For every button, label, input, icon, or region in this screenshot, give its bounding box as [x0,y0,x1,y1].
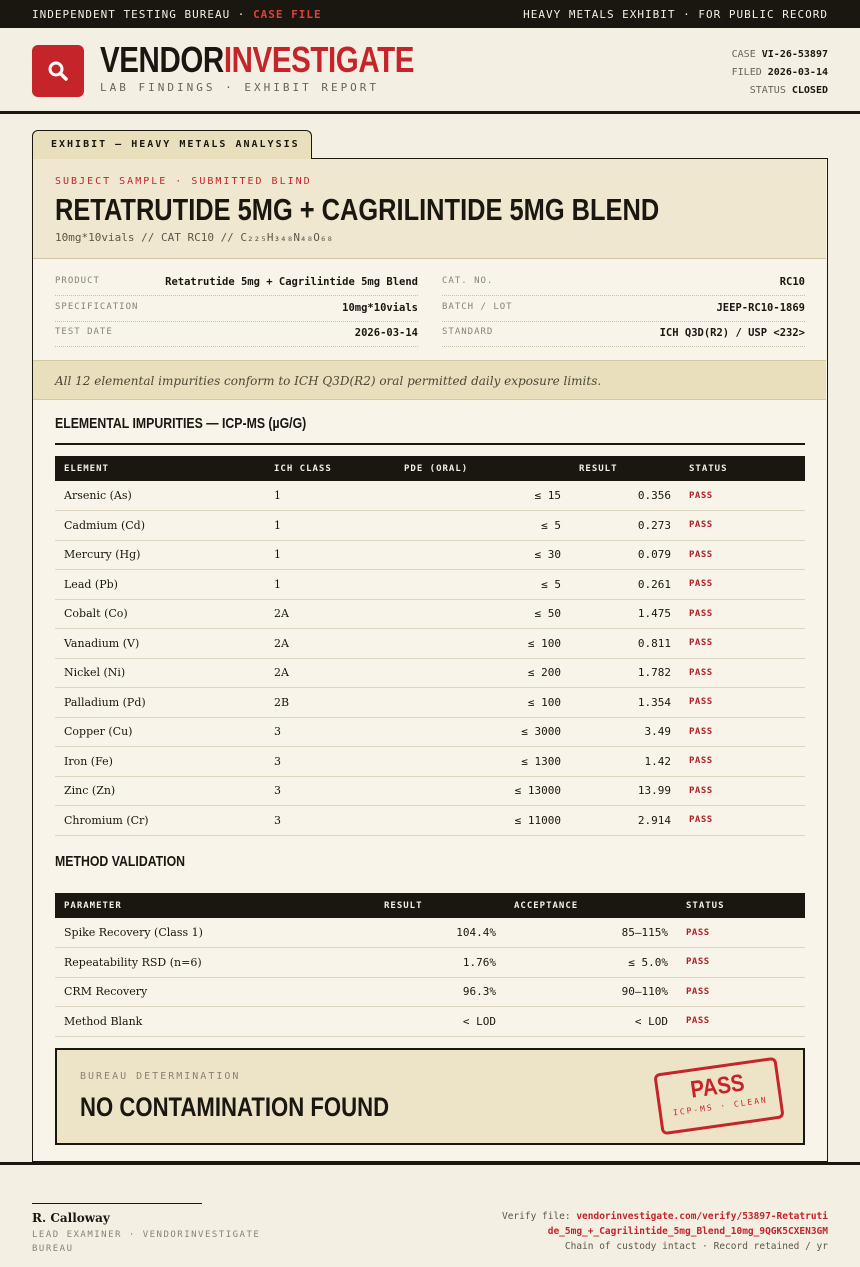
impurities-rule [55,443,805,445]
table-cell: 1 [265,570,395,600]
determination-value: NO CONTAMINATION FOUND [80,1092,390,1122]
status-badge: PASS [677,977,805,1007]
validation-table [55,893,805,1037]
table-cell: ≤ 50 [395,599,570,629]
subject-header [33,159,826,259]
table-cell: ≤ 15 [395,481,570,511]
table-row [55,599,805,629]
table-cell: ≤ 5.0% [505,948,677,978]
custody-note: Chain of custody intact · Record retained / yr [564,1241,828,1252]
verify-block: Verify file: vendorinvestigate.com/verify/53897-Retatrutide_5mg_+_Cagrilintide_5mg_Blend_10mg_9QGK5CXEN3GM Chain of custody intact · Record retained / yr [498,1209,828,1254]
table-cell: 2A [265,629,395,659]
subject-kicker: SUBJECT SAMPLE · SUBMITTED BLIND [55,176,312,187]
table-row [55,1007,805,1037]
table-row [55,948,805,978]
table-cell: 0.079 [570,540,680,570]
table-cell: < LOD [375,1007,505,1037]
spec-standard: STANDARD ICH Q3D(R2) / USP <232> [442,322,805,347]
logo[interactable] [32,45,84,97]
table-row [55,806,805,836]
status-badge: PASS [680,511,805,541]
table-cell: ≤ 11000 [395,806,570,836]
table-cell: ≤ 100 [395,688,570,718]
spec-specification: SPECIFICATION 10mg*10vials [55,297,418,322]
validation-col-header: PARAMETER [55,893,375,918]
status-badge: PASS [680,747,805,777]
table-cell: Method Blank [55,1007,375,1037]
table-row [55,747,805,777]
table-cell: 2B [265,688,395,718]
table-cell: ≤ 30 [395,540,570,570]
table-cell: 85–115% [505,918,677,948]
case-status: CLOSED [791,85,828,96]
table-row [55,776,805,806]
table-row [55,918,805,948]
table-cell: 1 [265,481,395,511]
impurities-col-header: STATUS [680,456,805,481]
table-cell: 1 [265,511,395,541]
signer-name: R. Calloway [32,1211,110,1225]
table-row [55,658,805,688]
table-cell: Spike Recovery (Class 1) [55,918,375,948]
status-badge: PASS [680,540,805,570]
table-cell: Iron (Fe) [55,747,265,777]
impurities-col-header: ICH CLASS [265,456,395,481]
table-cell: ≤ 5 [395,570,570,600]
table-cell: ≤ 200 [395,658,570,688]
table-cell: 0.261 [570,570,680,600]
table-cell: Nickel (Ni) [55,658,265,688]
table-row [55,570,805,600]
table-cell: 0.273 [570,511,680,541]
table-cell: 1.76% [375,948,505,978]
pass-stamp: PASS ICP-MS · CLEAN [653,1057,784,1136]
table-row [55,977,805,1007]
table-cell: 3 [265,806,395,836]
table-row [55,688,805,718]
table-cell: Arsenic (As) [55,481,265,511]
table-cell: ≤ 100 [395,629,570,659]
impurities-col-header: PDE (ORAL) [395,456,570,481]
table-cell: Cadmium (Cd) [55,511,265,541]
table-cell: 96.3% [375,977,505,1007]
status-badge: PASS [680,570,805,600]
summary-banner: All 12 elemental impurities conform to ICH Q3D(R2) oral permitted daily exposure limits. [33,360,826,400]
table-cell: 1.42 [570,747,680,777]
brand-subtitle: LAB FINDINGS · EXHIBIT REPORT [100,81,380,94]
spec-testdate: TEST DATE 2026-03-14 [55,322,418,347]
table-cell: < LOD [505,1007,677,1037]
case-file-label: CASE FILE [253,7,322,21]
status-badge: PASS [680,688,805,718]
table-cell: 3 [265,776,395,806]
footer [0,1162,860,1267]
top-bar [0,0,860,28]
impurities-title: ELEMENTAL IMPURITIES — ICP-MS (µG/G) [55,415,307,432]
table-cell: 104.4% [375,918,505,948]
spec-grid [55,271,805,351]
table-cell: ≤ 13000 [395,776,570,806]
magnifier-icon [46,59,70,83]
top-bar-right: HEAVY METALS EXHIBIT · FOR PUBLIC RECORD [523,7,828,21]
impurities-col-header: RESULT [570,456,680,481]
subject-line: 10mg*10vials // CAT RC10 // C₂₂₅H₃₄₈N₄₈O₆₈ [55,231,334,244]
case-number: VI-26-53897 [761,49,828,60]
table-cell: Lead (Pb) [55,570,265,600]
table-cell: 1.475 [570,599,680,629]
case-meta: CASE VI-26-53897 FILED 2026-03-14 STATUS CLOSED [731,49,828,96]
status-badge: PASS [680,776,805,806]
table-cell: Repeatability RSD (n=6) [55,948,375,978]
determination-label: BUREAU DETERMINATION [80,1071,241,1082]
exhibit-card [32,158,828,1162]
table-cell: 90–110% [505,977,677,1007]
table-cell: 3 [265,717,395,747]
table-cell: Vanadium (V) [55,629,265,659]
status-badge: PASS [677,948,805,978]
table-cell: 1.782 [570,658,680,688]
table-cell: Palladium (Pd) [55,688,265,718]
table-cell: Zinc (Zn) [55,776,265,806]
table-row [55,481,805,511]
table-cell: Chromium (Cr) [55,806,265,836]
table-cell: Cobalt (Co) [55,599,265,629]
status-badge: PASS [680,629,805,659]
validation-col-header: STATUS [677,893,805,918]
header [0,28,860,114]
spec-product: PRODUCT Retatrutide 5mg + Cagrilintide 5mg Blend [55,271,418,296]
validation-title: METHOD VALIDATION [55,853,186,870]
table-cell: Copper (Cu) [55,717,265,747]
validation-col-header: ACCEPTANCE [505,893,677,918]
table-cell: 2A [265,599,395,629]
table-cell: ≤ 5 [395,511,570,541]
exhibit-tab[interactable]: EXHIBIT — HEAVY METALS ANALYSIS [32,130,312,159]
table-row [55,717,805,747]
table-cell: 2A [265,658,395,688]
top-bar-left: INDEPENDENT TESTING BUREAU · CASE FILE [32,7,322,21]
table-cell: 13.99 [570,776,680,806]
brand-name[interactable]: VENDORINVESTIGATE [100,39,414,80]
impurities-table [55,456,805,836]
status-badge: PASS [680,481,805,511]
impurities-col-header: ELEMENT [55,456,265,481]
status-badge: PASS [680,658,805,688]
status-badge: PASS [677,918,805,948]
table-cell: ≤ 1300 [395,747,570,777]
table-cell: 0.356 [570,481,680,511]
validation-col-header: RESULT [375,893,505,918]
table-cell: 1 [265,540,395,570]
table-row [55,540,805,570]
table-row [55,511,805,541]
spec-catno: CAT. NO. RC10 [442,271,805,296]
table-cell: 0.811 [570,629,680,659]
subject-title: RETATRUTIDE 5MG + CAGRILINTIDE 5MG BLEND [55,192,660,227]
table-cell: Mercury (Hg) [55,540,265,570]
table-cell: 3.49 [570,717,680,747]
table-cell: CRM Recovery [55,977,375,1007]
status-badge: PASS [680,599,805,629]
determination-box [55,1048,805,1145]
table-cell: 2.914 [570,806,680,836]
table-cell: ≤ 3000 [395,717,570,747]
table-cell: 1.354 [570,688,680,718]
status-badge: PASS [680,806,805,836]
signer-role: LEAD EXAMINER · VENDORINVESTIGATE BUREAU [32,1230,261,1254]
status-badge: PASS [677,1007,805,1037]
table-cell: 3 [265,747,395,777]
spec-batch: BATCH / LOT JEEP-RC10-1869 [442,297,805,322]
signature-line [32,1203,202,1204]
status-badge: PASS [680,717,805,747]
table-row [55,629,805,659]
verify-link[interactable]: vendorinvestigate.com/verify/53897-Retatrutide_5mg_+_Cagrilintide_5mg_Blend_10mg_9QGK5CXEN3GM [547,1211,828,1237]
filed-date: 2026-03-14 [767,67,828,78]
